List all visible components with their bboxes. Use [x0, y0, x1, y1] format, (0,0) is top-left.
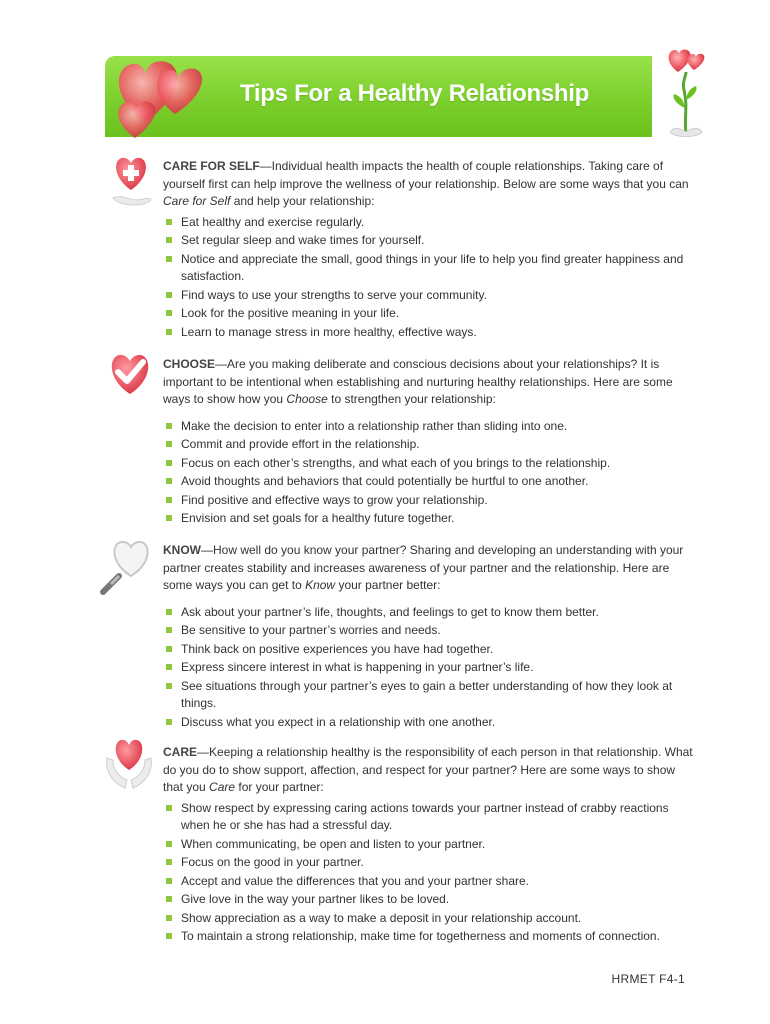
list-item: Find ways to use your strengths to serve your community. [163, 287, 693, 305]
list-item: Be sensitive to your partner’s worries and needs. [163, 622, 693, 640]
list-item: Focus on each other’s strengths, and what each of you brings to the relationship. [163, 455, 693, 473]
heart-in-hands-icon [103, 736, 155, 794]
section-care [163, 744, 693, 947]
section-intro: CARE FOR SELF—Individual health impacts the health of couple relationships. Taking care of yourself first can help improve the wellness of your relationship. Below are some ways that you can Care for Self and help your relationship: [163, 159, 689, 208]
list-item: Find positive and effective ways to grow your relationship. [163, 492, 693, 510]
list-item: Express sincere interest in what is happening in your partner’s life. [163, 659, 693, 677]
list-item: To maintain a strong relationship, make time for togetherness and moments of connection. [163, 928, 693, 946]
section-lead: CHOOSE [163, 357, 216, 371]
list-item: Learn to manage stress in more healthy, effective ways. [163, 324, 693, 342]
section-choose [163, 356, 693, 529]
list-item: When communicating, be open and listen to your partner. [163, 836, 693, 854]
list-item: Set regular sleep and wake times for yourself. [163, 232, 693, 250]
list-item: Envision and set goals for a healthy future together. [163, 510, 693, 528]
page-footer-code: HRMET F4-1 [611, 972, 685, 986]
section-intro: CHOOSE—Are you making deliberate and conscious decisions about your relationships? It is important to be intentional when establishing and nurturing healthy relationships. Here are some ways to show how you Choose to strengthen your relationship: [163, 357, 673, 406]
heart-magnifier-icon [97, 536, 157, 598]
list-item: Think back on positive experiences you have had together. [163, 641, 693, 659]
list-item: Make the decision to enter into a relationship rather than sliding into one. [163, 418, 693, 436]
heart-checkmark-icon [106, 350, 154, 396]
list-item: See situations through your partner’s eyes to gain a better understanding of how they look at things. [163, 678, 693, 713]
heart-flower-icon [660, 48, 712, 140]
bullet-list [163, 214, 693, 342]
section-intro: CARE—Keeping a relationship healthy is the responsibility of each person in that relationship. What do you do to show support, affection, and respect for your partner? Here are some ways to show that you Care for your partner: [163, 745, 693, 794]
list-item: Notice and appreciate the small, good things in your life to help you find greater happiness and satisfaction. [163, 251, 693, 286]
page-title: Tips For a Healthy Relationship [240, 80, 589, 107]
list-item: Commit and provide effort in the relationship. [163, 436, 693, 454]
section-lead: KNOW [163, 543, 201, 557]
list-item: Focus on the good in your partner. [163, 854, 693, 872]
hearts-icon [100, 52, 210, 142]
list-item: Look for the positive meaning in your life. [163, 305, 693, 323]
list-item: Show respect by expressing caring actions towards your partner instead of crabby reactions when he or she has had a stressful day. [163, 800, 693, 835]
section-intro: KNOW—How well do you know your partner? Sharing and developing an understanding with your partner creates stability and increases awareness of your partner and the relationship. Here are some ways you can get to Know your partner better: [163, 543, 684, 592]
section-know [163, 542, 693, 732]
list-item: Accept and value the differences that you and your partner share. [163, 873, 693, 891]
heart-medical-cross-icon [107, 150, 155, 210]
list-item: Discuss what you expect in a relationship with one another. [163, 714, 693, 732]
bullet-list [163, 418, 693, 528]
section-lead: CARE [163, 745, 198, 759]
list-item: Avoid thoughts and behaviors that could potentially be hurtful to one another. [163, 473, 693, 491]
list-item: Show appreciation as a way to make a deposit in your relationship account. [163, 910, 693, 928]
bullet-list [163, 800, 693, 946]
list-item: Give love in the way your partner likes to be loved. [163, 891, 693, 909]
list-item: Ask about your partner’s life, thoughts, and feelings to get to know them better. [163, 604, 693, 622]
list-item: Eat healthy and exercise regularly. [163, 214, 693, 232]
section-lead: CARE FOR SELF [163, 159, 260, 173]
section-care-for-self [163, 158, 693, 342]
bullet-list [163, 604, 693, 732]
